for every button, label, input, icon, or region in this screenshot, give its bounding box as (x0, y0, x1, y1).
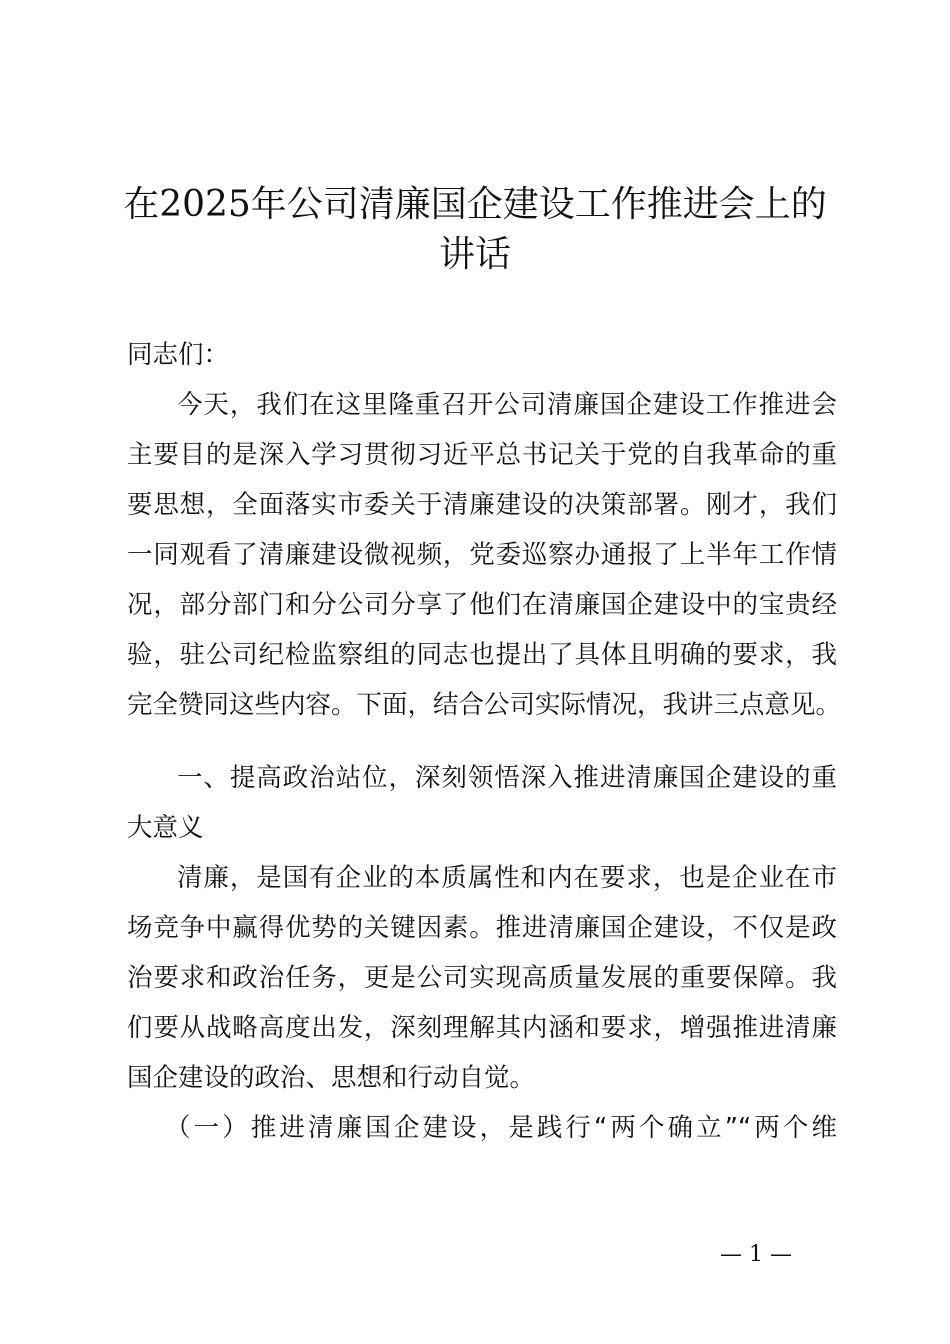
heading-line: 大意义 (127, 813, 204, 843)
document-title-line-2: 讲话 (438, 234, 511, 275)
heading-line: 一、提高政治站位，深刻领悟深入推进清廉国企建设的重 (177, 763, 837, 793)
salutation: 同志们： (127, 340, 230, 370)
text-line: 清廉，是国有企业的本质属性和内在要求，也是企业在市 (177, 863, 837, 893)
document-title-line-1: 在2025年公司清廉国企建设工作推进会上的 (123, 184, 827, 225)
text-line: 场竞争中赢得优势的关键因素。推进清廉国企建设，不仅是政 (127, 913, 837, 943)
text-line: （一）推进清廉国企建设，是践行“两个确立”“两个维 (165, 1113, 837, 1143)
text-line: 主要目的是深入学习贯彻习近平总书记关于党的自我革命的重 (127, 440, 837, 470)
text-line: 况，部分部门和分公司分享了他们在清廉国企建设中的宝贵经 (127, 590, 837, 620)
text-line: 要思想，全面落实市委关于清廉建设的决策部署。刚才，我们 (127, 490, 837, 520)
text-line: 完全赞同这些内容。下面，结合公司实际情况，我讲三点意见。 (127, 690, 842, 720)
text-line: 今天，我们在这里隆重召开公司清廉国企建设工作推进会 (177, 390, 837, 420)
text-line: 国企建设的政治、思想和行动自觉。 (127, 1063, 536, 1093)
text-line: 验，驻公司纪检监察组的同志也提出了具体且明确的要求，我 (127, 640, 837, 670)
text-line: 治要求和政治任务，更是公司实现高质量发展的重要保障。我 (127, 963, 837, 993)
page-number: — 1 — (720, 1242, 792, 1267)
text-line: 一同观看了清廉建设微视频，党委巡察办通报了上半年工作情 (127, 540, 837, 570)
text-line: 们要从战略高度出发，深刻理解其内涵和要求，增强推进清廉 (127, 1013, 837, 1043)
